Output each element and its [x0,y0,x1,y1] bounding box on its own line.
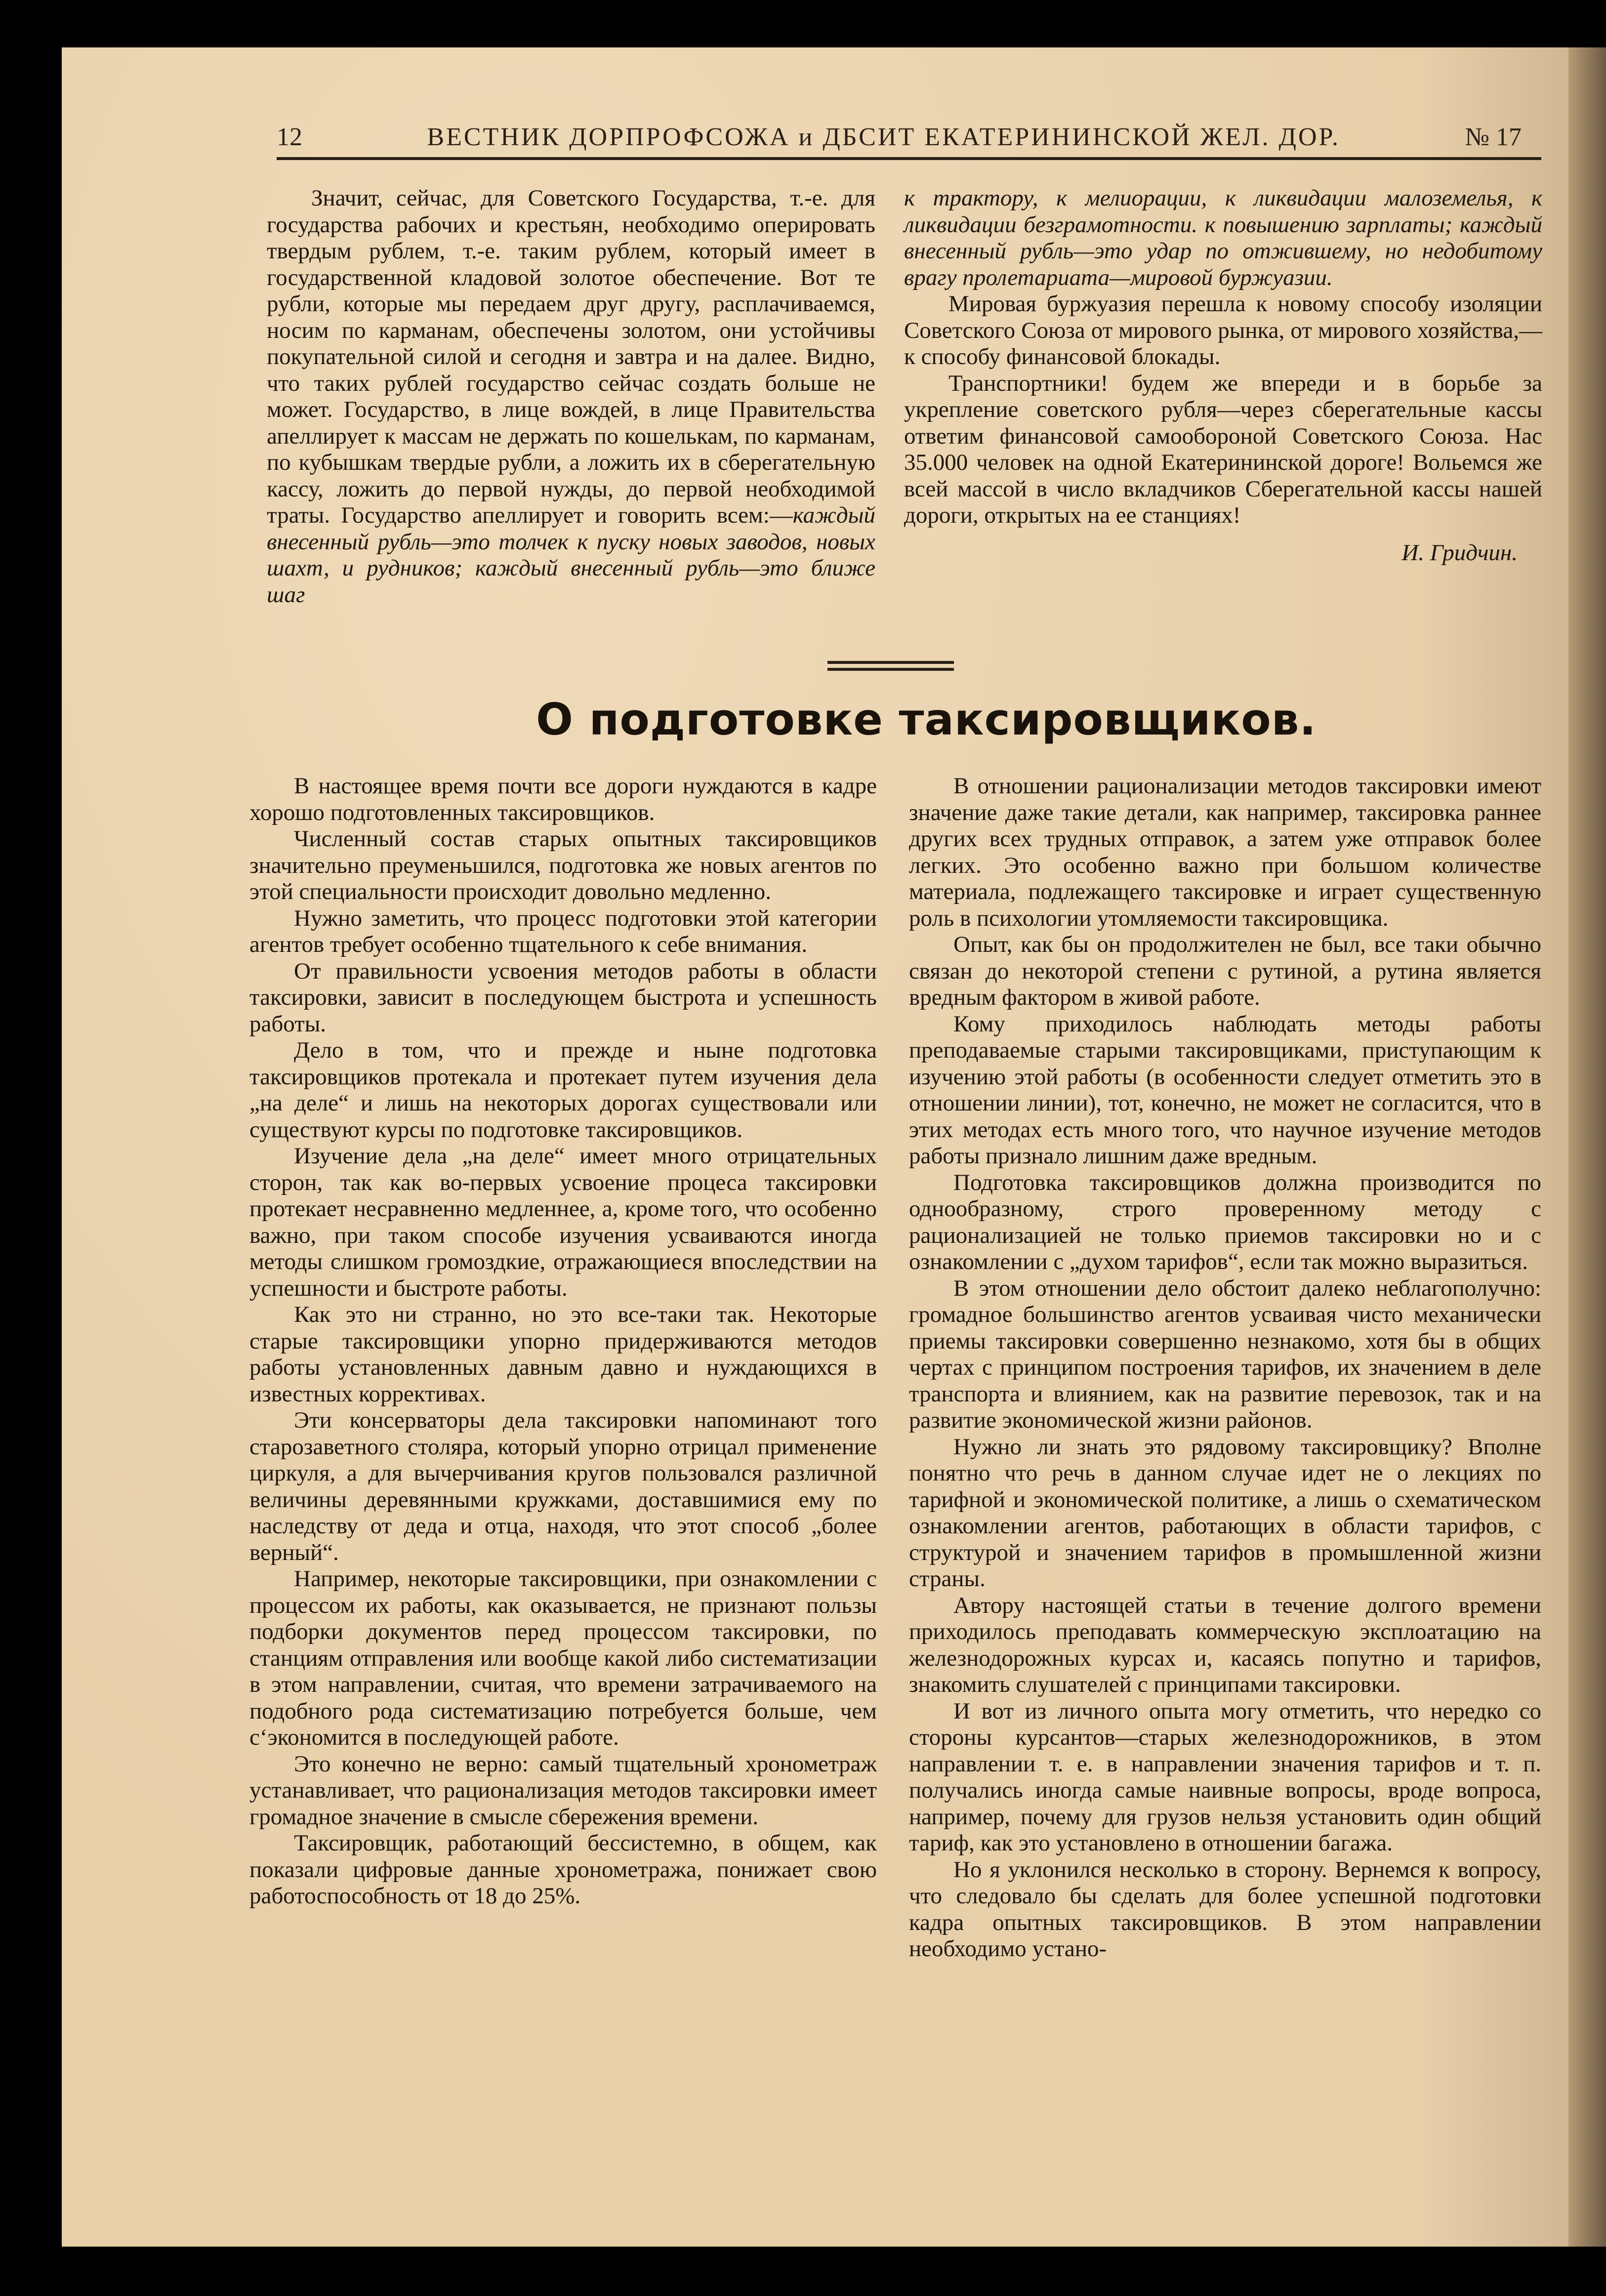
paragraph: Кому приходилось наблюдать методы работы преподаваемые старыми таксировщиками, приступающим к изучению этой работы (в особенности следует отметить это в отношении линии), тот, конечно, не может не согласится, что в этих методах есть много того, что научное изучение методов работы признало лишним даже вредным. [909,1011,1541,1169]
paragraph: В отношении рационализации методов таксировки имеют значение даже такие детали, как например, таксировка раннее других всех трудных отправок, а затем уже отправок более легких. Это особенно важно при большом количестве материала, подлежащего таксировке и играет существенную роль в психологии утомляемости таксировщика. [909,773,1541,931]
paragraph: Например, некоторые таксировщики, при ознакомлении с процессом их работы, как оказывается, не признают пользы подборки документов перед процессом таксировки, по станциям отправления или вообще какой либо систематизации в этом направлении, считая, что времени затрачиваемого на подобного рода систематизацию потребуется больше, чем с‘экономится в последующей работе. [249,1566,877,1750]
italic-text: к трактору, к мелиорации, к ликвидации малоземелья, к ликвидации безграмотности. к повышению зарплаты; каждый внесенный рубль—это удар по отжившему, но недобитому врагу пролетариата—мировой буржуазии. [904,185,1542,290]
article-left-column [249,773,877,1910]
paragraph: Таксировщик, работающий бессистемно, в общем, как показали цифровые данные хронометража, понижает свою работоспособность от 18 до 25%. [249,1830,877,1909]
section-divider-top [827,661,954,664]
paragraph: Дело в том, что и прежде и ныне подготовка таксировщиков протекала и протекает путем изучения дела „на деле“ и лишь на некоторых дорогах существовали или существуют курсы по подготовке таксировщиков. [249,1037,877,1143]
author-signature: И. Гридчин. [1401,539,1518,566]
paragraph: Но я уклонился несколько в сторону. Вернемся к вопросу, что следовало бы сделать для более успешной подготовки кадра опытных таксировщиков. В этом направлении необходимо устано- [909,1856,1541,1962]
paragraph: Как это ни странно, но это все-таки так. Некоторые старые таксировщики упорно придерживаются методов работы установленных давным давно и нуждающихся в известных коррективах. [249,1302,877,1407]
running-header [277,123,1522,157]
paragraph: Подготовка таксировщиков должна производится по однообразному, строго проверенному методу с рационализацией не только приемов таксировки но и с ознакомлении с „духом тарифов“, если так можно выразиться. [909,1169,1541,1274]
page-number: 12 [277,123,302,151]
header-rule [277,157,1541,160]
adjacent-page-edge [1568,47,1606,2247]
paragraph: Изучение дела „на деле“ имеет много отрицательных сторон, так как во-первых усвоение процеса таксировки протекает несравненно медленнее, а, кроме того, что особенно важно, при таком способе изучения усваиваются иногда методы слишком громоздкие, отражающиеся впоследствии на успешности и быстроте работы. [249,1143,877,1301]
article-right-column [909,773,1541,1963]
issue-number: № 17 [1465,123,1522,151]
text-run: Мировая буржуазия перешла к новому способу изоляции Советского Союза от мирового рынка, от мирового хозяйства,—к способу финансовой блокады. [904,291,1542,369]
paragraph: И вот из личного опыта могу отметить, что нередко со стороны курсантов—старых железнодорожников, в этом направлении т. е. в направлении значения тарифов и т. п. получались иногда самые наивные вопросы, вроде вопроса, например, почему для грузов нельзя установить один общий тариф, как это установлено в отношении багажа. [909,1698,1541,1856]
paragraph: Автору настоящей статьи в течение долгого времени приходилось преподавать коммерческую эксплоатацию на железнодорожных курсах и, касаясь попутно и тарифов, знакомить слушателей с принципами таксировки. [909,1592,1541,1697]
journal-title: ВЕСТНИК ДОРПРОФСОЖА и ДБСИТ ЕКАТЕРИНИНСКОЙ ЖЕЛ. ДОР. [427,123,1340,151]
previous-article-right-column [904,185,1542,566]
text-run: Транспортники! будем же впереди и в борьбе за укрепление советского рубля—через сберегательные кассы ответим финансовой самообороной Советского Союза. Нас 35.000 человек на одной Екатерининской дороге! Вольемся же всей массой в число вкладчиков Сберегательной кассы нашей дороги, открытых на ее станциях! [904,370,1542,528]
italic-text: каждый внесенный рубль—это толчек к пуску новых заводов, новых шахт, и рудников; каждый внесенный рубль—это ближе шаг [267,502,875,608]
paragraph: Опыт, как бы он продолжителен не был, все таки обычно связан до некоторой степени с рутиной, а рутина является вредным фактором в живой работе. [909,932,1541,1010]
paragraph: Эти консерваторы дела таксировки напоминают того старозаветного столяра, который упорно отрицал применение циркуля, а для вычерчивания кругов пользовался различной величины деревянными кружками, доставшимися ему по наследству от деда и отца, находя, что этот способ „более верный“. [249,1407,877,1565]
paragraph: В этом отношении дело обстоит далеко неблагополучно: громадное большинство агентов усваивая чисто механически приемы таксировки совершенно незнакомо, хотя бы в общих чертах с принципом построения тарифов, их значением в деле транспорта и влиянием, как на развитие перевозок, так и на развитие экономической жизни районов. [909,1275,1541,1433]
paragraph: В настоящее время почти все дороги нуждаются в кадре хорошо подготовленных таксировщиков. [249,773,877,825]
paragraph [904,370,1542,529]
section-divider-bottom [827,668,954,671]
paragraph: Это конечно не верно: самый тщательный хронометраж устанавливает, что рационализация методов таксировки имеет громадное значение в смысле сбережения времени. [249,1751,877,1830]
paragraph: Нужно ли знать это рядовому таксировщику? Вполне понятно что речь в данном случае идет не о лекциях по тарифной и экономической политике, а лишь о схематическом ознакомлении агентов, работающих в области тарифов, с структурой и значением тарифов в промышленной жизни страны. [909,1434,1541,1592]
paragraph: От правильности усвоения методов работы в области таксировки, зависит в последующем быстрота и успешность работы. [249,958,877,1037]
paragraph: Нужно заметить, что процесс подготовки этой категории агентов требует особенно тщательного к себе внимания. [249,905,877,957]
paragraph [904,185,1542,291]
article-headline: О подготовке таксировщиков. [536,694,1317,745]
text-run: Значит, сейчас, для Советского Государства, т.-е. для государства рабочих и крестьян, необходимо оперировать твердым рублем, т.-е. таким рублем, который имеет в государственной кладовой золотое обеспечение. Вот те рубли, которые мы передаем друг другу, расплачиваемся, носим по карманам, обеспечены золотом, они устойчивы покупательной силой и сегодня и завтра и на далее. Видно, что таких рублей государство сейчас создать больше не может. Государство, в лице вождей, в лице Правительства апеллирует к массам не держать по кошелькам, по карманам, по кубышкам твердые рубли, а ложить их в сберегательную кассу, ложить до первой нужды, до первой необходимой траты. Государство апеллирует и говорить всем:— [267,185,875,528]
paragraph: Численный состав старых опытных таксировщиков значительно преуменьшился, подготовка же новых агентов по этой специальности происходит довольно медленно. [249,826,877,904]
paragraph [904,291,1542,370]
paragraph [267,185,875,608]
previous-article-left-column [267,185,875,608]
